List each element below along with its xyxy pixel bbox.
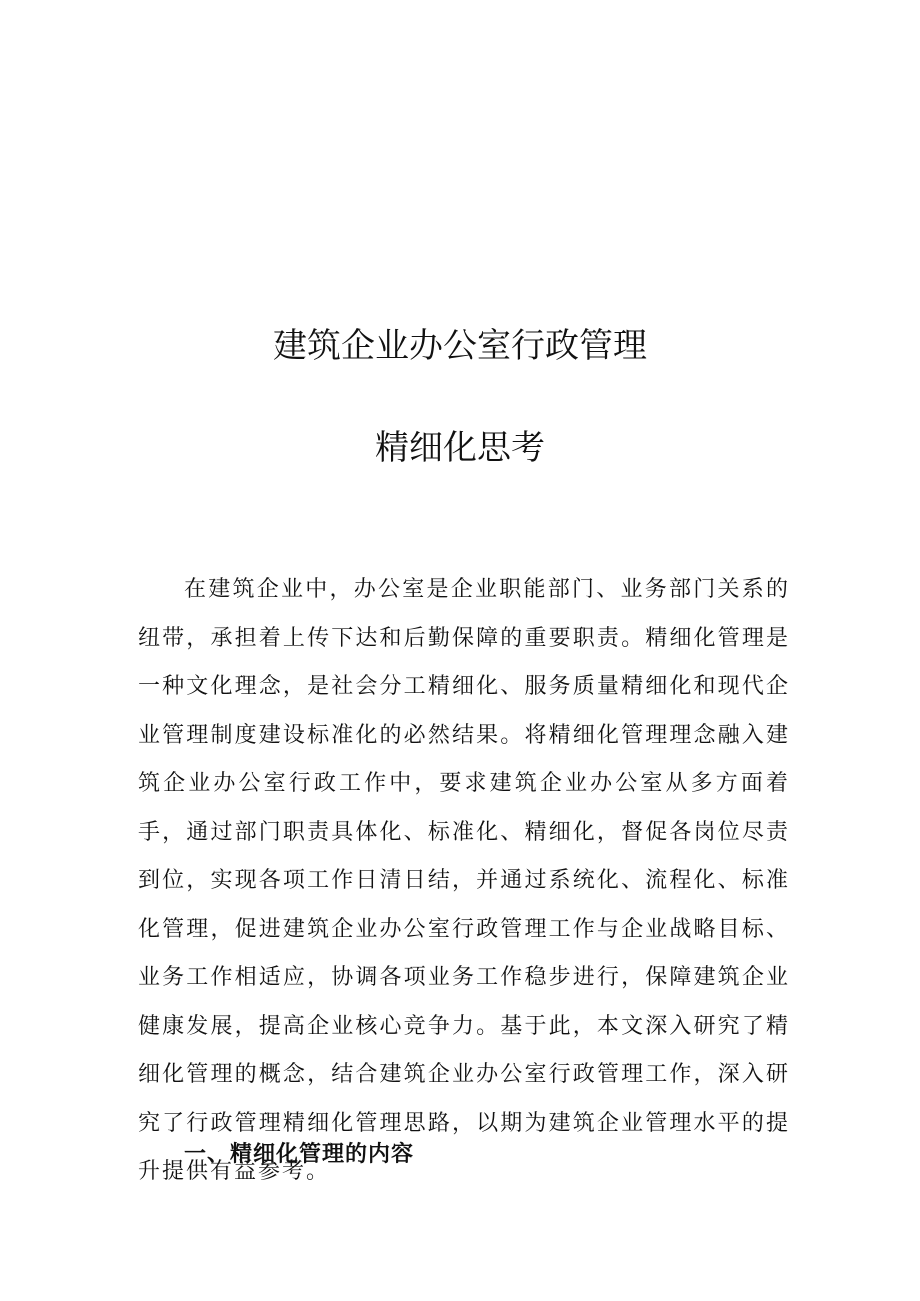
section-heading-1: 一、精细化管理的内容 xyxy=(184,1142,415,1167)
document-title-line-2: 精细化思考 xyxy=(375,428,545,468)
intro-paragraph: 在建筑企业中，办公室是企业职能部门、业务部门关系的纽带，承担着上传下达和后勤保障的重要职责。精细化管理是一种文化理念，是社会分工精细化、服务质量精细化和现代企业管理制度建设标准化的必然结果。将精细化管理理念融入建筑企业办公室行政工作中，要求建筑企业办公室从多方面着手，通过部门职责具体化、标准化、精细化，督促各岗位尽责到位，实现各项工作日清日结，并通过系统化、流程化、标准化管理，促进建筑企业办公室行政管理工作与企业战略目标、业务工作相适应，协调各项业务工作稳步进行，保障建筑企业健康发展，提高企业核心竞争力。基于此，本文深入研究了精细化管理的概念，结合建筑企业办公室行政管理工作，深入研究了行政管理精细化管理思路，以期为建筑企业管理水平的提升提供有益参考。 xyxy=(138,577,790,1184)
document-title-line-1: 建筑企业办公室行政管理 xyxy=(273,326,647,366)
